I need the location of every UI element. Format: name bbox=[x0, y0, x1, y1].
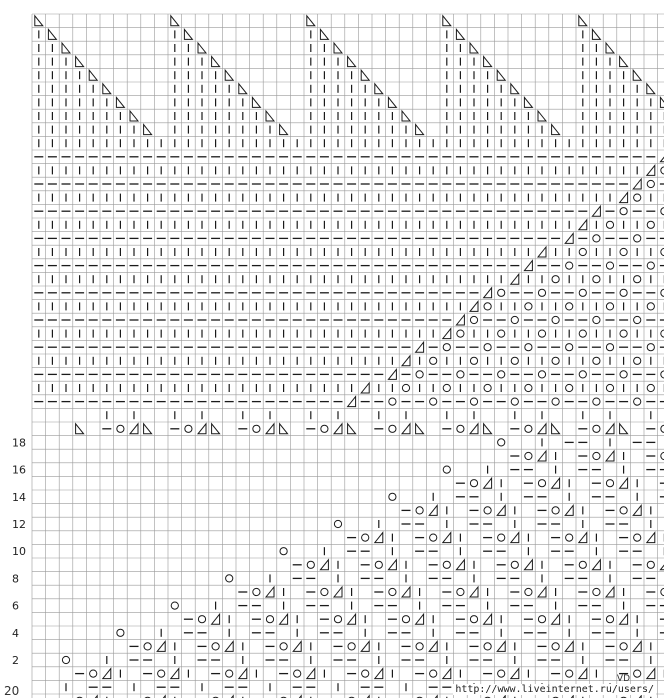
decrease-right-stitch bbox=[266, 587, 274, 597]
yarn-over-stitch bbox=[620, 507, 627, 514]
decrease-right-stitch bbox=[307, 669, 315, 679]
yarn-over-stitch bbox=[457, 425, 464, 432]
decrease-right-stitch bbox=[456, 560, 464, 570]
decrease-right-stitch bbox=[130, 424, 138, 434]
yarn-over-stitch bbox=[552, 507, 559, 514]
decrease-right-stitch bbox=[552, 614, 560, 624]
row-number-label: 6 bbox=[12, 599, 19, 613]
decrease-left-stitch bbox=[484, 57, 492, 67]
yarn-over-stitch bbox=[538, 330, 545, 337]
decrease-left-stitch bbox=[620, 57, 628, 67]
decrease-left-stitch bbox=[484, 424, 492, 434]
yarn-over-stitch bbox=[647, 384, 654, 391]
decrease-right-stitch bbox=[443, 329, 451, 339]
yarn-over-stitch bbox=[620, 643, 627, 650]
yarn-over-stitch bbox=[484, 507, 491, 514]
decrease-right-stitch bbox=[348, 397, 356, 407]
page-number: 20 bbox=[4, 684, 20, 698]
decrease-left-stitch bbox=[171, 16, 179, 26]
decrease-right-stitch bbox=[660, 560, 664, 570]
yarn-over-stitch bbox=[498, 534, 505, 541]
yarn-over-stitch bbox=[634, 194, 641, 201]
decrease-left-stitch bbox=[375, 84, 383, 94]
decrease-right-stitch bbox=[497, 505, 505, 515]
row-number-label: 12 bbox=[12, 518, 26, 531]
yarn-over-stitch bbox=[321, 588, 328, 595]
yarn-over-stitch bbox=[402, 384, 409, 391]
decrease-left-stitch bbox=[552, 424, 560, 434]
decrease-right-stitch bbox=[606, 587, 614, 597]
decrease-right-stitch bbox=[565, 233, 573, 243]
yarn-over-stitch bbox=[62, 656, 69, 663]
decrease-right-stitch bbox=[647, 165, 655, 175]
decrease-right-stitch bbox=[497, 641, 505, 651]
yarn-over-stitch bbox=[498, 670, 505, 677]
yarn-over-stitch bbox=[538, 616, 545, 623]
decrease-right-stitch bbox=[633, 179, 641, 189]
yarn-over-stitch bbox=[593, 425, 600, 432]
yarn-over-stitch bbox=[593, 588, 600, 595]
decrease-left-stitch bbox=[48, 29, 56, 39]
yarn-over-stitch bbox=[389, 493, 396, 500]
yarn-over-stitch bbox=[457, 371, 464, 378]
decrease-left-stitch bbox=[511, 84, 519, 94]
yarn-over-stitch bbox=[620, 330, 627, 337]
yarn-over-stitch bbox=[552, 276, 559, 283]
decrease-left-stitch bbox=[89, 70, 97, 80]
yarn-over-stitch bbox=[443, 466, 450, 473]
yarn-over-stitch bbox=[634, 276, 641, 283]
decrease-right-stitch bbox=[538, 451, 546, 461]
yarn-over-stitch bbox=[443, 561, 450, 568]
yarn-over-stitch bbox=[158, 670, 165, 677]
decrease-right-stitch bbox=[239, 669, 247, 679]
decrease-right-stitch bbox=[334, 424, 342, 434]
decrease-right-stitch bbox=[552, 478, 560, 488]
decrease-left-stitch bbox=[184, 29, 192, 39]
yarn-over-stitch bbox=[620, 289, 627, 296]
decrease-right-stitch bbox=[293, 641, 301, 651]
yarn-over-stitch bbox=[171, 602, 178, 609]
yarn-over-stitch bbox=[620, 208, 627, 215]
decrease-left-stitch bbox=[606, 43, 614, 53]
decrease-left-stitch bbox=[660, 97, 664, 107]
decrease-right-stitch bbox=[606, 451, 614, 461]
decrease-left-stitch bbox=[348, 424, 356, 434]
yarn-over-stitch bbox=[321, 425, 328, 432]
yarn-over-stitch bbox=[144, 643, 151, 650]
yarn-over-stitch bbox=[362, 670, 369, 677]
row-number-label: 8 bbox=[12, 572, 19, 586]
row-number-label: 14 bbox=[12, 490, 26, 504]
yarn-over-stitch bbox=[634, 235, 641, 242]
decrease-right-stitch bbox=[579, 220, 587, 230]
decrease-right-stitch bbox=[660, 152, 664, 162]
yarn-over-stitch bbox=[511, 398, 518, 405]
decrease-right-stitch bbox=[375, 533, 383, 543]
yarn-over-stitch bbox=[647, 221, 654, 228]
yarn-over-stitch bbox=[579, 289, 586, 296]
decrease-right-stitch bbox=[579, 533, 587, 543]
yarn-over-stitch bbox=[593, 452, 600, 459]
yarn-over-stitch bbox=[606, 616, 613, 623]
decrease-left-stitch bbox=[416, 424, 424, 434]
decrease-right-stitch bbox=[511, 669, 519, 679]
yarn-over-stitch bbox=[280, 548, 287, 555]
decrease-left-stitch bbox=[130, 111, 138, 121]
yarn-over-stitch bbox=[566, 534, 573, 541]
yarn-over-stitch bbox=[334, 520, 341, 527]
decrease-left-stitch bbox=[361, 70, 369, 80]
yarn-over-stitch bbox=[579, 371, 586, 378]
decrease-right-stitch bbox=[416, 342, 424, 352]
yarn-over-stitch bbox=[484, 344, 491, 351]
decrease-left-stitch bbox=[307, 16, 315, 26]
decrease-right-stitch bbox=[348, 614, 356, 624]
yarn-over-stitch bbox=[470, 616, 477, 623]
decrease-left-stitch bbox=[470, 43, 478, 53]
yarn-over-stitch bbox=[443, 344, 450, 351]
yarn-over-stitch bbox=[430, 398, 437, 405]
yarn-over-stitch bbox=[525, 588, 532, 595]
yarn-over-stitch bbox=[593, 316, 600, 323]
decrease-right-stitch bbox=[524, 560, 532, 570]
decrease-left-stitch bbox=[76, 57, 84, 67]
yarn-over-stitch bbox=[498, 330, 505, 337]
yarn-over-stitch bbox=[606, 221, 613, 228]
decrease-left-stitch bbox=[239, 84, 247, 94]
yarn-over-stitch bbox=[552, 316, 559, 323]
decrease-right-stitch bbox=[620, 478, 628, 488]
yarn-over-stitch bbox=[226, 575, 233, 582]
yarn-over-stitch bbox=[307, 561, 314, 568]
decrease-right-stitch bbox=[565, 641, 573, 651]
yarn-over-stitch bbox=[498, 439, 505, 446]
yarn-over-stitch bbox=[375, 561, 382, 568]
decrease-right-stitch bbox=[171, 669, 179, 679]
decrease-right-stitch bbox=[538, 424, 546, 434]
decrease-right-stitch bbox=[633, 505, 641, 515]
decrease-right-stitch bbox=[157, 641, 165, 651]
yarn-over-stitch bbox=[470, 480, 477, 487]
yarn-over-stitch bbox=[484, 384, 491, 391]
decrease-right-stitch bbox=[361, 641, 369, 651]
decrease-left-stitch bbox=[552, 125, 560, 135]
decrease-left-stitch bbox=[212, 424, 220, 434]
decrease-right-stitch bbox=[402, 356, 410, 366]
yarn-over-stitch bbox=[470, 357, 477, 364]
decrease-right-stitch bbox=[565, 505, 573, 515]
decrease-right-stitch bbox=[443, 669, 451, 679]
decrease-left-stitch bbox=[592, 29, 600, 39]
yarn-over-stitch bbox=[389, 398, 396, 405]
decrease-right-stitch bbox=[225, 641, 233, 651]
row-number-label: 16 bbox=[12, 463, 26, 477]
decrease-right-stitch bbox=[511, 274, 519, 284]
yarn-over-stitch bbox=[566, 303, 573, 310]
decrease-left-stitch bbox=[280, 125, 288, 135]
decrease-right-stitch bbox=[388, 560, 396, 570]
decrease-left-stitch bbox=[579, 16, 587, 26]
yarn-over-stitch bbox=[511, 561, 518, 568]
yarn-over-stitch bbox=[647, 561, 654, 568]
decrease-left-stitch bbox=[198, 43, 206, 53]
decrease-left-stitch bbox=[524, 97, 532, 107]
yarn-over-stitch bbox=[606, 480, 613, 487]
decrease-right-stitch bbox=[538, 587, 546, 597]
yarn-over-stitch bbox=[606, 262, 613, 269]
decrease-right-stitch bbox=[620, 193, 628, 203]
decrease-right-stitch bbox=[647, 533, 655, 543]
yarn-over-stitch bbox=[593, 235, 600, 242]
yarn-over-stitch bbox=[117, 425, 124, 432]
yarn-over-stitch bbox=[620, 371, 627, 378]
decrease-right-stitch bbox=[484, 478, 492, 488]
decrease-right-stitch bbox=[470, 587, 478, 597]
yarn-over-stitch bbox=[634, 670, 641, 677]
decrease-left-stitch bbox=[416, 125, 424, 135]
yarn-over-stitch bbox=[525, 384, 532, 391]
decrease-left-stitch bbox=[144, 424, 152, 434]
yarn-over-stitch bbox=[634, 398, 641, 405]
decrease-right-stitch bbox=[538, 247, 546, 257]
decrease-right-stitch bbox=[456, 315, 464, 325]
watermark-url: http://www.liveinternet.ru/users/ bbox=[455, 684, 654, 695]
yarn-over-stitch bbox=[538, 480, 545, 487]
yarn-over-stitch bbox=[266, 616, 273, 623]
yarn-over-stitch bbox=[402, 616, 409, 623]
decrease-left-stitch bbox=[443, 16, 451, 26]
yarn-over-stitch bbox=[525, 425, 532, 432]
yarn-over-stitch bbox=[634, 316, 641, 323]
decrease-right-stitch bbox=[524, 261, 532, 271]
decrease-right-stitch bbox=[375, 669, 383, 679]
designer-signature: VD bbox=[616, 674, 630, 684]
decrease-right-stitch bbox=[361, 383, 369, 393]
yarn-over-stitch bbox=[566, 262, 573, 269]
yarn-over-stitch bbox=[280, 643, 287, 650]
decrease-right-stitch bbox=[320, 560, 328, 570]
yarn-over-stitch bbox=[593, 398, 600, 405]
yarn-over-stitch bbox=[552, 357, 559, 364]
yarn-over-stitch bbox=[525, 303, 532, 310]
decrease-right-stitch bbox=[402, 587, 410, 597]
yarn-over-stitch bbox=[606, 344, 613, 351]
decrease-right-stitch bbox=[334, 587, 342, 597]
yarn-over-stitch bbox=[552, 398, 559, 405]
decrease-left-stitch bbox=[225, 70, 233, 80]
yarn-over-stitch bbox=[334, 616, 341, 623]
yarn-over-stitch bbox=[538, 289, 545, 296]
yarn-over-stitch bbox=[579, 330, 586, 337]
decrease-right-stitch bbox=[592, 206, 600, 216]
decrease-left-stitch bbox=[252, 97, 260, 107]
row-number-label: 4 bbox=[12, 626, 19, 640]
yarn-over-stitch bbox=[579, 561, 586, 568]
decrease-right-stitch bbox=[470, 424, 478, 434]
yarn-over-stitch bbox=[647, 262, 654, 269]
yarn-over-stitch bbox=[294, 670, 301, 677]
yarn-over-stitch bbox=[430, 670, 437, 677]
yarn-over-stitch bbox=[430, 534, 437, 541]
decrease-right-stitch bbox=[647, 669, 655, 679]
row-number-label: 10 bbox=[12, 545, 26, 559]
decrease-right-stitch bbox=[470, 301, 478, 311]
yarn-over-stitch bbox=[647, 344, 654, 351]
yarn-over-stitch bbox=[538, 371, 545, 378]
yarn-over-stitch bbox=[470, 316, 477, 323]
decrease-left-stitch bbox=[116, 97, 124, 107]
decrease-left-stitch bbox=[35, 16, 43, 26]
yarn-over-stitch bbox=[525, 344, 532, 351]
decrease-right-stitch bbox=[592, 560, 600, 570]
decrease-right-stitch bbox=[198, 424, 206, 434]
yarn-over-stitch bbox=[457, 588, 464, 595]
yarn-over-stitch bbox=[634, 534, 641, 541]
decrease-right-stitch bbox=[103, 669, 111, 679]
yarn-over-stitch bbox=[253, 588, 260, 595]
decrease-right-stitch bbox=[212, 614, 220, 624]
yarn-over-stitch bbox=[566, 384, 573, 391]
decrease-left-stitch bbox=[456, 29, 464, 39]
yarn-over-stitch bbox=[593, 357, 600, 364]
decrease-left-stitch bbox=[280, 424, 288, 434]
decrease-right-stitch bbox=[443, 533, 451, 543]
decrease-left-stitch bbox=[647, 84, 655, 94]
yarn-over-stitch bbox=[511, 357, 518, 364]
yarn-over-stitch bbox=[226, 670, 233, 677]
decrease-right-stitch bbox=[484, 288, 492, 298]
decrease-right-stitch bbox=[388, 369, 396, 379]
yarn-over-stitch bbox=[552, 643, 559, 650]
decrease-left-stitch bbox=[76, 424, 84, 434]
decrease-right-stitch bbox=[416, 614, 424, 624]
yarn-over-stitch bbox=[606, 384, 613, 391]
decrease-right-stitch bbox=[402, 424, 410, 434]
decrease-right-stitch bbox=[429, 641, 437, 651]
decrease-right-stitch bbox=[429, 505, 437, 515]
yarn-over-stitch bbox=[430, 357, 437, 364]
yarn-over-stitch bbox=[606, 303, 613, 310]
yarn-over-stitch bbox=[416, 507, 423, 514]
decrease-right-stitch bbox=[511, 533, 519, 543]
yarn-over-stitch bbox=[511, 316, 518, 323]
decrease-left-stitch bbox=[348, 57, 356, 67]
decrease-left-stitch bbox=[103, 84, 111, 94]
yarn-over-stitch bbox=[443, 384, 450, 391]
yarn-over-stitch bbox=[212, 643, 219, 650]
decrease-left-stitch bbox=[402, 111, 410, 121]
yarn-over-stitch bbox=[362, 534, 369, 541]
yarn-over-stitch bbox=[484, 643, 491, 650]
yarn-over-stitch bbox=[634, 357, 641, 364]
decrease-right-stitch bbox=[280, 614, 288, 624]
yarn-over-stitch bbox=[185, 425, 192, 432]
decrease-right-stitch bbox=[266, 424, 274, 434]
yarn-over-stitch bbox=[620, 248, 627, 255]
decrease-left-stitch bbox=[620, 424, 628, 434]
yarn-over-stitch bbox=[593, 276, 600, 283]
yarn-over-stitch bbox=[416, 643, 423, 650]
decrease-right-stitch bbox=[633, 641, 641, 651]
yarn-over-stitch bbox=[525, 452, 532, 459]
yarn-over-stitch bbox=[416, 371, 423, 378]
decrease-right-stitch bbox=[620, 614, 628, 624]
yarn-over-stitch bbox=[117, 629, 124, 636]
yarn-over-stitch bbox=[470, 398, 477, 405]
decrease-right-stitch bbox=[606, 424, 614, 434]
decrease-right-stitch bbox=[484, 614, 492, 624]
decrease-left-stitch bbox=[497, 70, 505, 80]
decrease-left-stitch bbox=[266, 111, 274, 121]
decrease-left-stitch bbox=[388, 97, 396, 107]
decrease-left-stitch bbox=[212, 57, 220, 67]
yarn-over-stitch bbox=[198, 616, 205, 623]
yarn-over-stitch bbox=[484, 303, 491, 310]
yarn-over-stitch bbox=[348, 643, 355, 650]
yarn-over-stitch bbox=[253, 425, 260, 432]
yarn-over-stitch bbox=[498, 289, 505, 296]
decrease-left-stitch bbox=[334, 43, 342, 53]
decrease-left-stitch bbox=[633, 70, 641, 80]
decrease-right-stitch bbox=[579, 669, 587, 679]
yarn-over-stitch bbox=[457, 330, 464, 337]
yarn-over-stitch bbox=[647, 180, 654, 187]
yarn-over-stitch bbox=[389, 588, 396, 595]
yarn-over-stitch bbox=[389, 425, 396, 432]
yarn-over-stitch bbox=[498, 371, 505, 378]
yarn-over-stitch bbox=[647, 303, 654, 310]
decrease-left-stitch bbox=[538, 111, 546, 121]
row-number-label: 2 bbox=[12, 654, 19, 667]
decrease-left-stitch bbox=[62, 43, 70, 53]
decrease-left-stitch bbox=[320, 29, 328, 39]
yarn-over-stitch bbox=[90, 670, 97, 677]
yarn-over-stitch bbox=[566, 670, 573, 677]
yarn-over-stitch bbox=[579, 248, 586, 255]
decrease-left-stitch bbox=[144, 125, 152, 135]
yarn-over-stitch bbox=[566, 344, 573, 351]
row-number-label: 18 bbox=[12, 436, 26, 450]
